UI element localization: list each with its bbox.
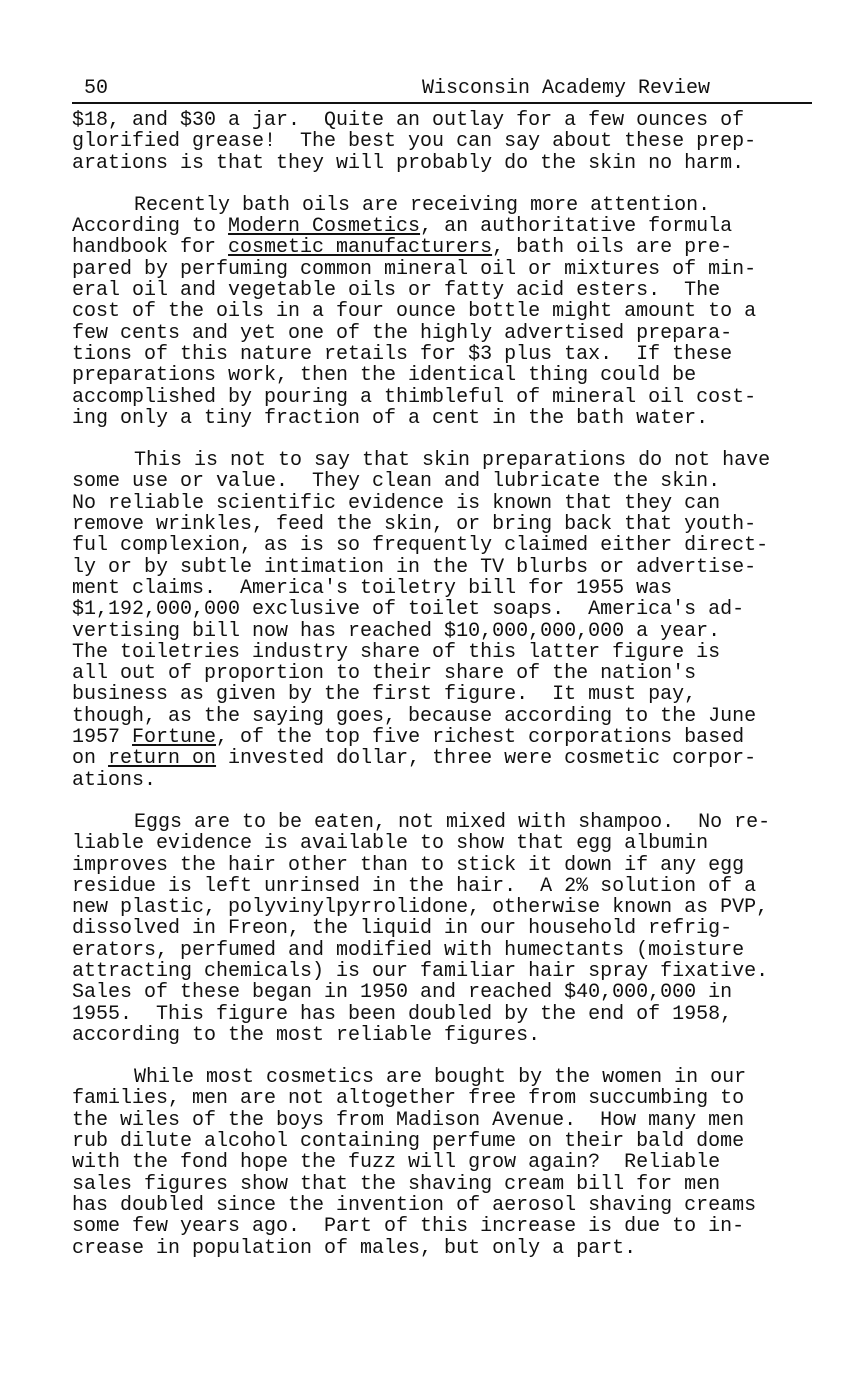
- text-line: sales figures show that the shaving cream bill for men: [72, 1172, 721, 1196]
- paragraph: [72, 450, 812, 791]
- text-line: handbook for cosmetic manufacturers, bath oils are pre-: [72, 236, 733, 260]
- paragraph: [72, 110, 812, 174]
- underlined-title: return on: [108, 747, 217, 771]
- text-line: The toiletries industry share of this latter figure is: [72, 640, 721, 664]
- text-line: residue is left unrinsed in the hair. A 2% solution of a: [72, 874, 757, 898]
- text-line: new plastic, polyvinylpyrrolidone, otherwise known as PVP,: [72, 896, 769, 920]
- text-line: While most cosmetics are bought by the women in our: [134, 1066, 747, 1090]
- paragraph: [72, 195, 812, 429]
- text-line: few cents and yet one of the highly advertised prepara-: [72, 321, 733, 345]
- text-line: Eggs are to be eaten, not mixed with shampoo. No re-: [134, 810, 771, 834]
- paragraph: [72, 1067, 812, 1259]
- page-header: [72, 76, 812, 104]
- page-number: 50: [84, 77, 109, 100]
- underlined-title: Modern Cosmetics: [228, 215, 421, 239]
- text-line: ly or by subtle intimation in the TV blurbs or advertise-: [72, 555, 757, 579]
- text-line: the wiles of the boys from Madison Avenue. How many men: [72, 1108, 745, 1132]
- paragraph: [72, 812, 812, 1046]
- text-line: eral oil and vegetable oils or fatty acid esters. The: [72, 279, 721, 303]
- text-line: some use or value. They clean and lubricate the skin.: [72, 470, 721, 494]
- journal-title: Wisconsin Academy Review: [422, 77, 711, 100]
- text-line: ations.: [72, 768, 157, 792]
- text-line: with the fond hope the fuzz will grow again? Reliable: [72, 1151, 721, 1175]
- text-line: Sales of these began in 1950 and reached $40,000,000 in: [72, 981, 733, 1005]
- text-line: rub dilute alcohol containing perfume on their bald dome: [72, 1130, 745, 1154]
- text-line: No reliable scientific evidence is known that they can: [72, 491, 721, 515]
- text-line: Recently bath oils are receiving more attention.: [134, 193, 711, 217]
- text-line: has doubled since the invention of aerosol shaving creams: [72, 1193, 757, 1217]
- text-line: on return on invested dollar, three were cosmetic corpor-: [72, 747, 757, 771]
- text-line: dissolved in Freon, the liquid in our household refrig-: [72, 917, 733, 941]
- text-line: pared by perfuming common mineral oil or mixtures of min-: [72, 257, 757, 281]
- text-line: 1955. This figure has been doubled by the end of 1958,: [72, 1002, 733, 1026]
- text-line: according to the most reliable figures.: [72, 1023, 541, 1047]
- text-line: ment claims. America's toiletry bill for 1955 was: [72, 576, 673, 600]
- document-page: [72, 76, 812, 1280]
- text-line: attracting chemicals) is our familiar hair spray fixative.: [72, 959, 769, 983]
- text-line: tions of this nature retails for $3 plus tax. If these: [72, 342, 733, 366]
- text-line: arations is that they will probably do the skin no harm.: [72, 151, 745, 175]
- text-line: vertising bill now has reached $10,000,000,000 a year.: [72, 619, 721, 643]
- text-line: crease in population of males, but only a part.: [72, 1236, 637, 1260]
- text-line: glorified grease! The best you can say about these prep-: [72, 130, 757, 154]
- text-line: accomplished by pouring a thimbleful of mineral oil cost-: [72, 385, 757, 409]
- text-line: $18, and $30 a jar. Quite an outlay for a few ounces of: [72, 109, 745, 132]
- text-line: some few years ago. Part of this increase is due to in-: [72, 1215, 745, 1239]
- underlined-title: cosmetic manufacturers: [228, 236, 493, 260]
- text-line: families, men are not altogether free from succumbing to: [72, 1087, 745, 1111]
- text-line: improves the hair other than to stick it down if any egg: [72, 853, 745, 877]
- text-line: ful complexion, as is so frequently claimed either direct-: [72, 534, 769, 558]
- text-line: liable evidence is available to show that egg albumin: [72, 832, 709, 856]
- text-line: cost of the oils in a four ounce bottle might amount to a: [72, 300, 757, 324]
- text-line: though, as the saying goes, because according to the June: [72, 704, 757, 728]
- text-line: remove wrinkles, feed the skin, or bring back that youth-: [72, 513, 757, 537]
- text-line: This is not to say that skin preparations do not have: [134, 449, 771, 473]
- text-line: all out of proportion to their share of the nation's: [72, 662, 697, 686]
- text-line: ing only a tiny fraction of a cent in the bath water.: [72, 406, 709, 430]
- text-line: According to Modern Cosmetics, an authoritative formula: [72, 215, 733, 239]
- text-line: erators, perfumed and modified with humectants (moisture: [72, 938, 745, 962]
- text-line: 1957 Fortune, of the top five richest corporations based: [72, 726, 745, 750]
- text-line: $1,192,000,000 exclusive of toilet soaps. America's ad-: [72, 598, 745, 622]
- article-body: [72, 110, 812, 1259]
- underlined-title: Fortune: [132, 726, 217, 750]
- text-line: business as given by the first figure. It must pay,: [72, 683, 697, 707]
- text-line: preparations work, then the identical thing could be: [72, 364, 697, 388]
